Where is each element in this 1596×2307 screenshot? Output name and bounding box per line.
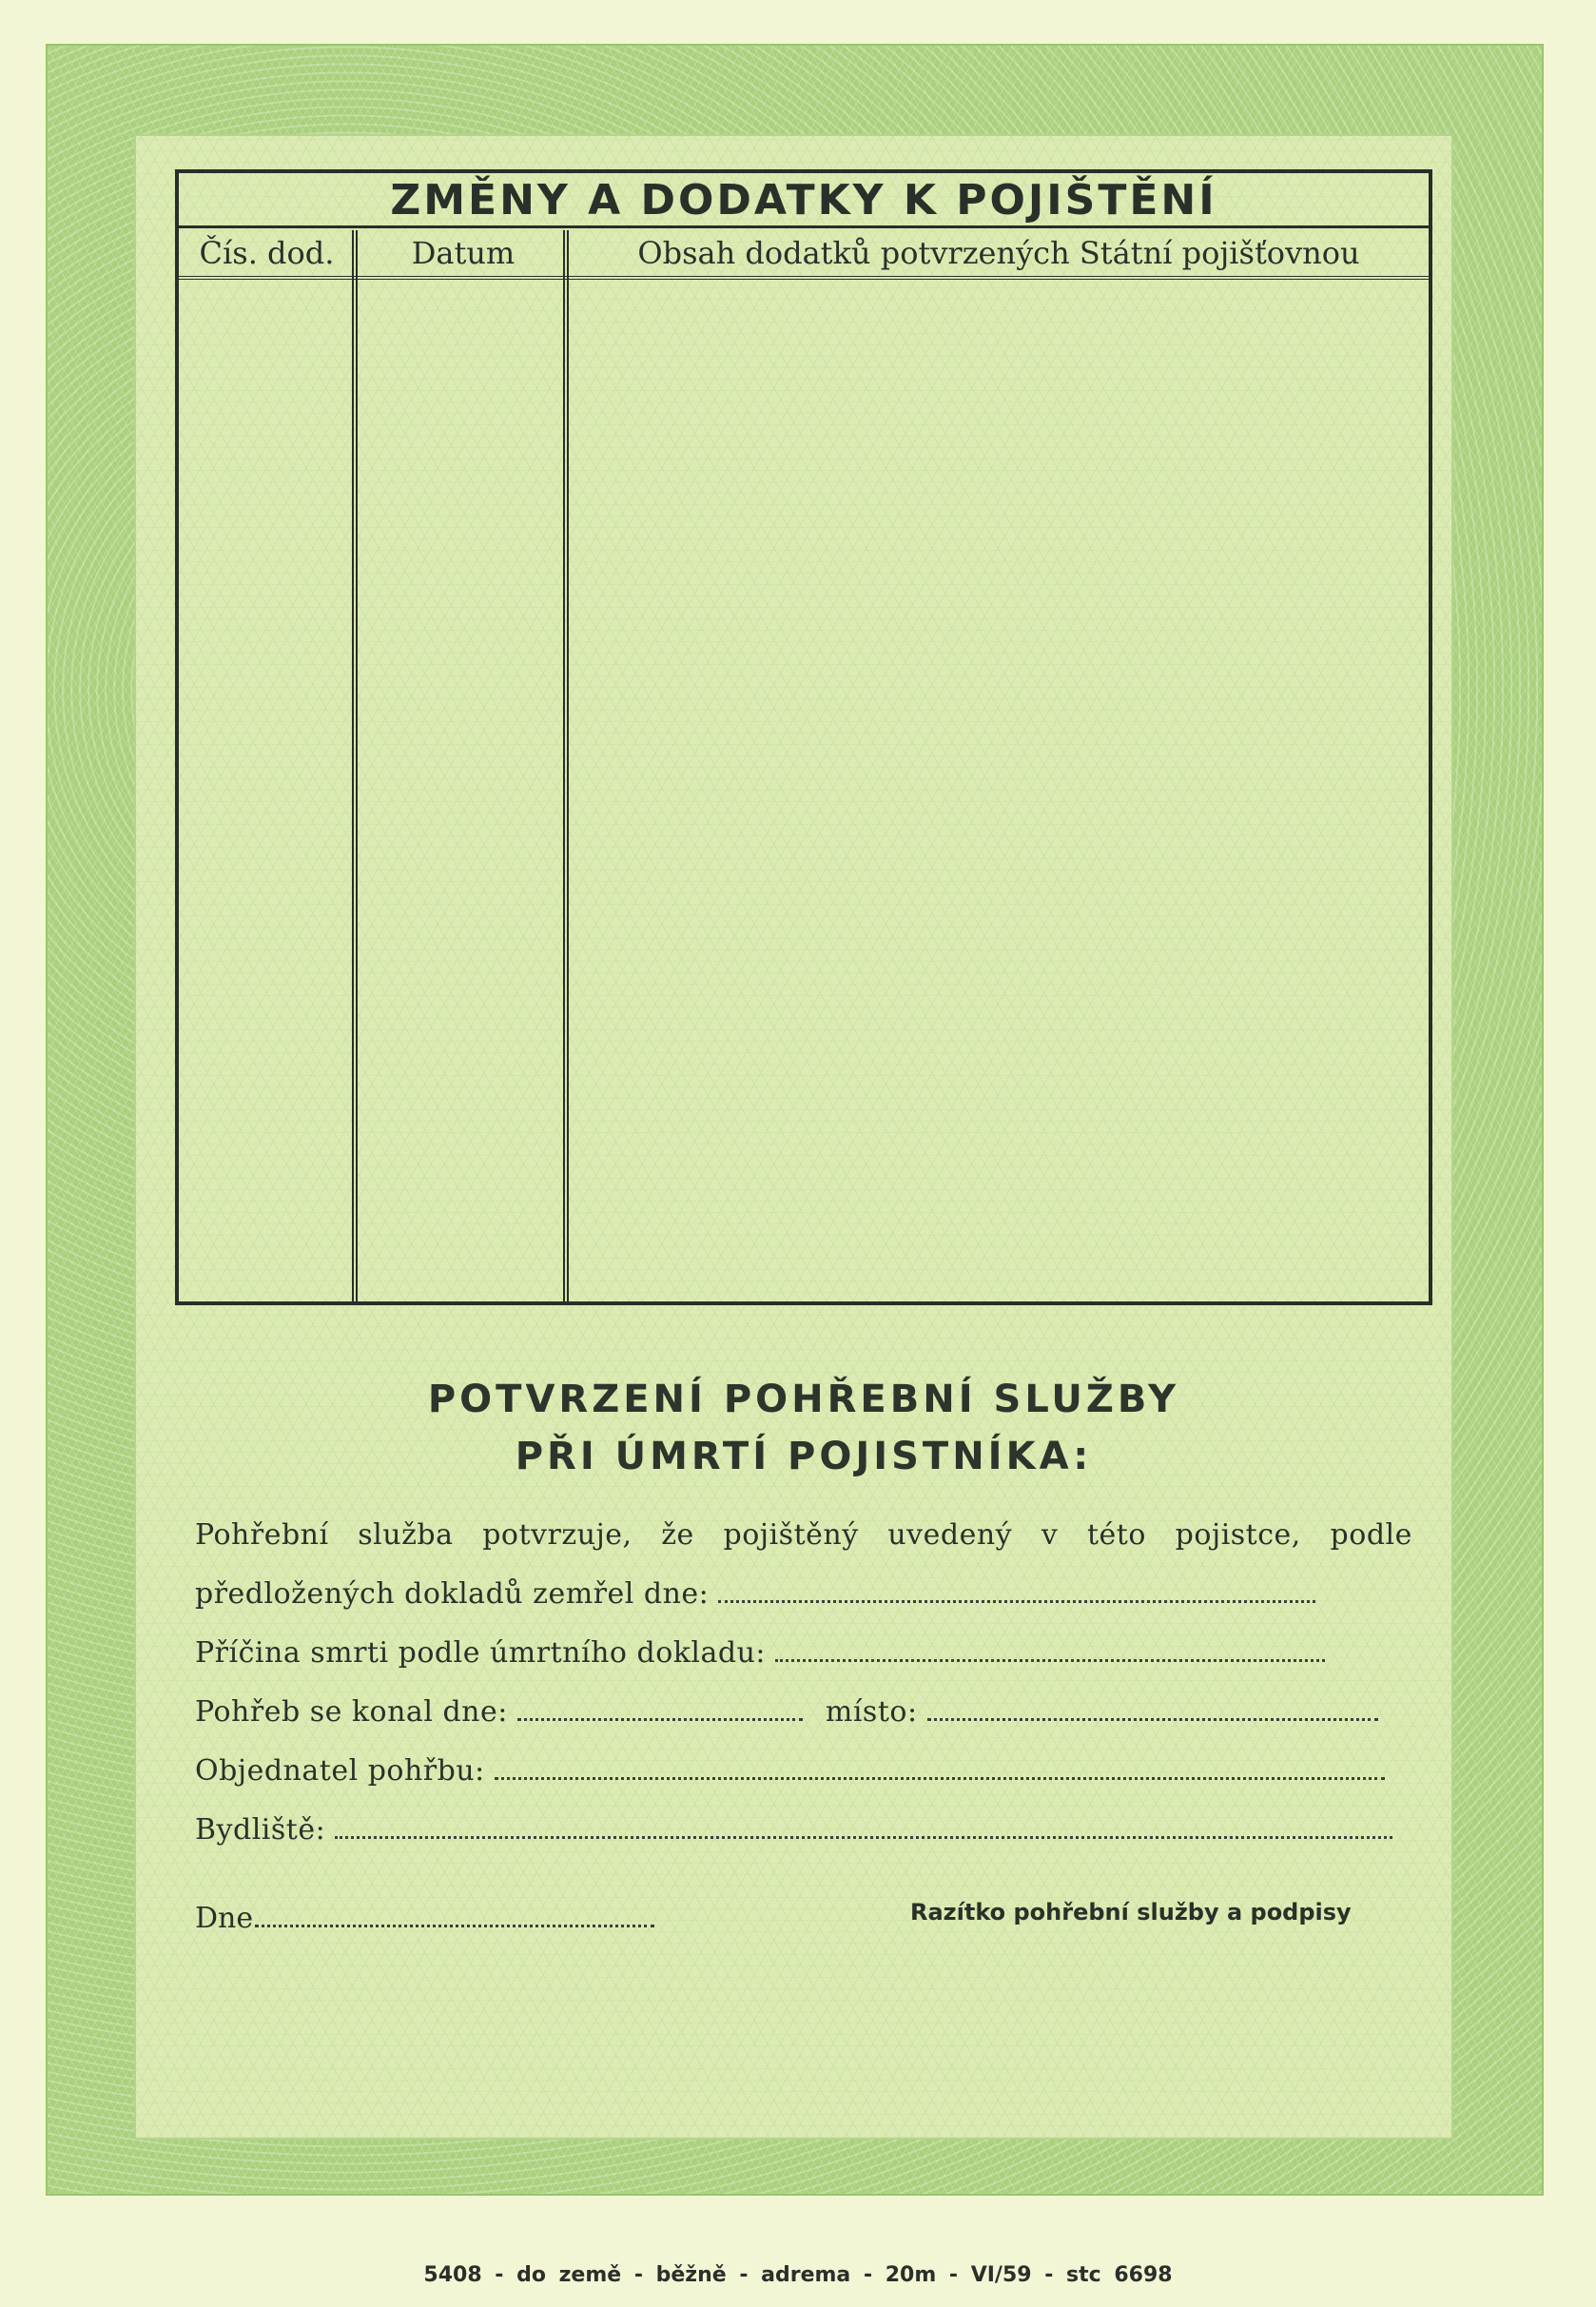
residence-row <box>195 1813 1412 1847</box>
statement-word: pojistce, <box>1175 1518 1301 1552</box>
column-header-content: Obsah dodatků potvrzených Státní pojišťovnou <box>637 235 1360 271</box>
print-code-footer: 5408 - do země - běžně - adrema - 20m - VI/59 - stc 6698 <box>423 2263 1173 2287</box>
death-date-row <box>195 1577 1412 1611</box>
statement-word: Pohřební <box>195 1518 329 1552</box>
funeral-orderer-field[interactable] <box>495 1776 1385 1780</box>
funeral-statement-line <box>195 1518 1412 1552</box>
funeral-confirmation-subtitle: PŘI ÚMRTÍ POJISTNÍKA: <box>515 1435 1093 1478</box>
funeral-place-label: místo: <box>825 1695 918 1729</box>
funeral-date-place-row <box>195 1695 1412 1729</box>
statement-word: této <box>1086 1518 1146 1552</box>
statement-word: v <box>1041 1518 1059 1552</box>
amendments-table <box>175 169 1432 1305</box>
statement-word: že <box>661 1518 694 1552</box>
signature-date-row <box>195 1902 654 1935</box>
amendments-title: ZMĚNY A DODATKY K POJIŠTĚNÍ <box>179 173 1429 228</box>
cause-of-death-row <box>195 1636 1412 1670</box>
cause-of-death-field[interactable] <box>775 1658 1325 1662</box>
signature-date-label: Dne <box>195 1902 254 1935</box>
funeral-date-label: Pohřeb se konal dne: <box>195 1695 508 1729</box>
funeral-place-field[interactable] <box>927 1717 1378 1721</box>
statement-word: uvedený <box>887 1518 1013 1552</box>
death-date-field[interactable] <box>718 1599 1315 1603</box>
residence-label: Bydliště: <box>195 1813 326 1847</box>
funeral-orderer-row <box>195 1754 1412 1788</box>
residence-field[interactable] <box>335 1835 1392 1839</box>
signature-date-field[interactable] <box>255 1924 654 1927</box>
column-divider <box>563 230 569 1301</box>
funeral-orderer-label: Objednatel pohřbu: <box>195 1754 485 1788</box>
amendments-header-row <box>179 230 1429 280</box>
cause-of-death-label: Příčina smrti podle úmrtního dokladu: <box>195 1636 767 1670</box>
column-divider <box>352 230 358 1301</box>
funeral-date-field[interactable] <box>517 1717 803 1721</box>
death-date-label: předložených dokladů zemřel dne: <box>195 1577 710 1611</box>
statement-word: služba <box>358 1518 454 1552</box>
statement-word: podle <box>1330 1518 1412 1552</box>
column-header-number: Čís. dod. <box>199 235 335 271</box>
funeral-confirmation-title: POTVRZENÍ POHŘEBNÍ SLUŽBY <box>427 1378 1180 1421</box>
column-header-date: Datum <box>411 235 516 271</box>
statement-word: pojištěný <box>723 1518 859 1552</box>
statement-word: potvrzuje, <box>482 1518 633 1552</box>
stamp-signature-caption: Razítko pohřební služby a podpisy <box>910 1899 1352 1926</box>
